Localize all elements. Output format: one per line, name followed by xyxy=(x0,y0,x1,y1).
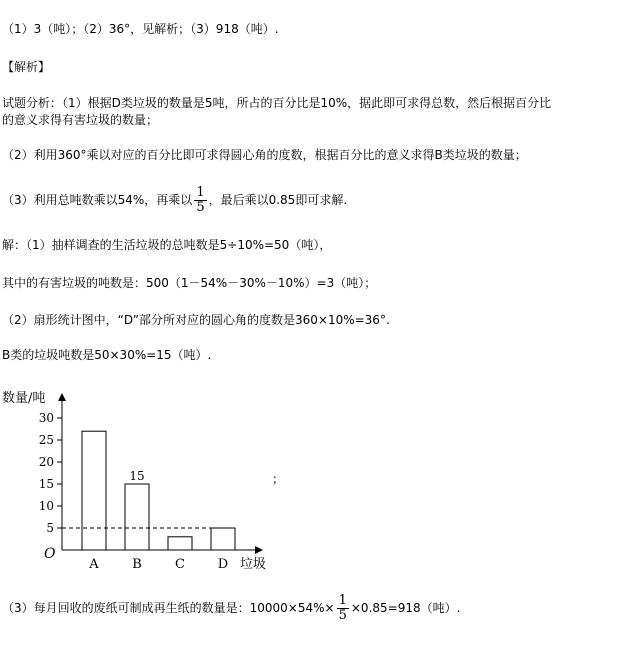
fraction-denominator: 5 xyxy=(196,200,205,215)
bar-c xyxy=(168,537,192,550)
y-tick-label: 10 xyxy=(38,499,54,513)
section-header: 【解析】 xyxy=(2,60,51,74)
bar-b xyxy=(125,484,149,550)
x-axis-label: 垃圾 xyxy=(240,557,267,572)
solution-line-5 xyxy=(2,588,460,628)
bar-d xyxy=(211,528,235,550)
analysis-part-3-text: （3）利用总吨数乘以54%，再乘以 xyxy=(2,193,193,207)
value-label: 15 xyxy=(129,469,145,483)
analysis-line-2: 的意义求得有害垃圾的数量； xyxy=(2,113,159,127)
y-tick-label: 15 xyxy=(38,477,54,491)
solution-line-5-text: （3）每月回收的废纸可制成再生纸的数量是：10000×54%× xyxy=(2,601,335,615)
after-chart-mark: ； xyxy=(272,472,285,486)
y-tick-label: 5 xyxy=(46,521,54,535)
solution-line-3: （2）扇形统计图中，“D”部分所对应的圆心角的度数是360×10%=36°. xyxy=(2,313,390,327)
analysis-part-2: （2）利用360°乘以对应的百分比即可求得圆心角的度数，根据百分比的意义求得B类垃圾的数量； xyxy=(2,148,527,162)
bar-chart xyxy=(0,388,300,578)
y-tick-label: 25 xyxy=(38,433,54,447)
origin-label: O xyxy=(44,546,56,562)
analysis-part-3-tail: ，最后乘以0.85即可求解. xyxy=(208,193,348,207)
y-axis-label: 数量/吨 xyxy=(2,391,46,406)
fraction-numerator: 1 xyxy=(338,593,347,608)
category-label: A xyxy=(89,557,99,572)
category-label: C xyxy=(175,557,185,572)
solution-line-1: 解：（1）抽样调查的生活垃圾的总吨数是5÷10%=50（吨）， xyxy=(2,238,332,252)
fraction-one-fifth xyxy=(337,594,349,623)
fraction-denominator: 5 xyxy=(338,608,347,623)
y-tick-label: 20 xyxy=(38,455,54,469)
category-labels xyxy=(88,557,228,572)
bar-a xyxy=(82,431,106,550)
analysis-part-3 xyxy=(2,180,347,220)
fraction-one-fifth xyxy=(194,186,206,215)
category-label: D xyxy=(217,557,229,572)
category-label: B xyxy=(132,557,142,572)
y-ticks xyxy=(39,411,62,535)
answer-line: （1）3（吨）；（2）36°，见解析；（3）918（吨）. xyxy=(2,22,279,36)
y-tick-label: 30 xyxy=(38,411,54,425)
solution-line-5-tail: ×0.85=918（吨）. xyxy=(350,601,461,615)
solution-line-2: 其中的有害垃圾的吨数是：500（1－54%－30%－10%）=3（吨）； xyxy=(2,276,377,290)
bars xyxy=(82,431,235,550)
fraction-numerator: 1 xyxy=(196,185,205,200)
solution-line-4: B类的垃圾吨数是50×30%=15（吨）. xyxy=(2,348,212,362)
analysis-line-1: 试题分析：（1）根据D类垃圾的数量是5吨，所占的百分比是10%，据此即可求得总数，然后根据百分比 xyxy=(2,96,552,110)
